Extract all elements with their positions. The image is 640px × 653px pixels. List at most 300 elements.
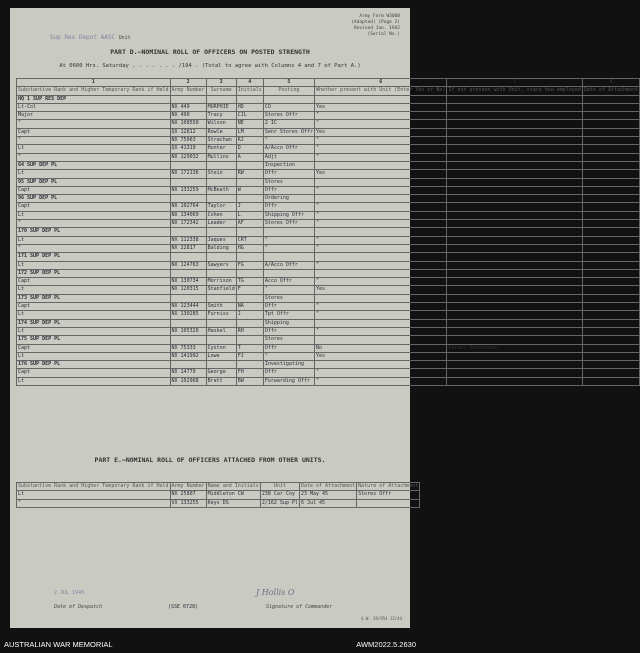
table-cell	[447, 278, 582, 286]
table-cell: Lt-Col	[17, 103, 171, 111]
caption-bar	[0, 638, 420, 653]
table-row	[17, 352, 640, 360]
table-cell: Stores Offr	[263, 220, 314, 228]
table-cell: NX 112338	[170, 236, 206, 244]
caption-accession-number: AWM2022.5.2630	[356, 640, 416, 649]
table-cell	[582, 161, 639, 169]
table-cell: Stores	[263, 178, 314, 186]
table-cell	[447, 128, 582, 136]
table-cell: "	[263, 352, 314, 360]
table-cell: NX 172342	[170, 220, 206, 228]
table-cell: NX 108550	[170, 120, 206, 128]
table-cell	[263, 269, 314, 277]
date-stamp: 2 JUL 1945	[54, 590, 85, 596]
table-cell: Capt	[17, 303, 171, 311]
caption-institution: AUSTRALIAN WAR MEMORIAL	[4, 640, 113, 649]
table-cell: NX 25807	[170, 491, 206, 499]
table-cell: "	[315, 186, 447, 194]
table-cell: RJ	[236, 137, 263, 145]
table-cell: Offr	[263, 344, 314, 352]
table-cell	[236, 269, 263, 277]
section-row	[17, 294, 640, 302]
column-number: 2	[170, 79, 206, 87]
table-cell: "	[315, 236, 447, 244]
table-cell	[357, 499, 420, 507]
part-e-title: PART E.—NOMINAL ROLL OF OFFICERS ATTACHED FROM OTHER UNITS.	[94, 456, 326, 464]
table-cell	[315, 95, 447, 103]
table-cell: "	[315, 261, 447, 269]
table-row	[17, 220, 640, 228]
table-cell	[582, 103, 639, 111]
table-cell	[447, 294, 582, 302]
table-cell: "	[315, 137, 447, 145]
form-line: Army Form W3008	[359, 14, 400, 19]
table-cell	[447, 327, 582, 335]
table-cell: FH	[236, 369, 263, 377]
table-cell	[582, 244, 639, 252]
part-d-table	[16, 78, 640, 386]
table-cell	[315, 269, 447, 277]
table-cell: Lt	[17, 327, 171, 335]
column-header: Whether present with Unit (Enter Yes or No)	[316, 87, 446, 94]
unit-stamp	[50, 34, 131, 41]
table-row	[17, 153, 640, 161]
table-cell: Offr	[263, 369, 314, 377]
table-cell	[236, 178, 263, 186]
table-cell	[206, 294, 236, 302]
table-cell: CO	[263, 103, 314, 111]
table-cell: NX 105320	[170, 327, 206, 335]
table-cell	[447, 103, 582, 111]
table-row	[17, 369, 640, 377]
table-cell: "	[263, 137, 314, 145]
table-cell	[582, 327, 639, 335]
table-cell: Capt	[17, 186, 171, 194]
table-cell: Offr	[263, 303, 314, 311]
table-cell	[236, 361, 263, 369]
table-cell: "	[315, 220, 447, 228]
table-cell	[582, 145, 639, 153]
table-cell	[447, 253, 582, 261]
table-cell: RW	[236, 170, 263, 178]
section-row	[17, 336, 640, 344]
table-cell	[447, 211, 582, 219]
table-cell: Lt	[17, 236, 171, 244]
section-row	[17, 195, 640, 203]
table-cell: Stein	[206, 170, 236, 178]
table-cell: 95 SUP DEP PL	[17, 178, 171, 186]
table-cell: Tpt Offr	[263, 311, 314, 319]
table-cell	[206, 253, 236, 261]
table-cell: NX 449	[170, 103, 206, 111]
table-cell	[206, 228, 236, 236]
table-cell	[582, 377, 639, 385]
column-header: Substantive Rank and Higher Temporary Rank if Held	[18, 87, 169, 94]
table-row	[17, 499, 420, 507]
table-cell: CJL	[236, 112, 263, 120]
table-cell	[206, 319, 236, 327]
table-cell	[170, 178, 206, 186]
column-header: Name and Initials	[207, 483, 259, 489]
table-cell: Cyston	[206, 344, 236, 352]
table-cell	[582, 336, 639, 344]
table-row	[17, 311, 640, 319]
table-row	[17, 344, 640, 352]
table-row	[17, 137, 640, 145]
table-cell	[582, 269, 639, 277]
form-reference	[351, 14, 400, 38]
table-cell: Lt	[17, 286, 171, 294]
table-cell: Lt	[17, 377, 171, 385]
table-cell: "	[315, 112, 447, 120]
table-cell	[315, 253, 447, 261]
table-cell: Stores Offr	[357, 491, 420, 499]
table-cell	[582, 153, 639, 161]
table-cell	[236, 228, 263, 236]
table-cell: Yes	[315, 286, 447, 294]
table-cell: Lt	[17, 491, 171, 499]
table-cell: NX 102968	[170, 377, 206, 385]
table-cell: "	[17, 244, 171, 252]
table-row	[17, 278, 640, 286]
table-cell: Stores	[263, 294, 314, 302]
table-cell: Lowe	[206, 352, 236, 360]
table-row	[17, 128, 640, 136]
table-cell: Bratt	[206, 377, 236, 385]
column-header: Date of Attachment	[583, 87, 639, 94]
table-cell: Smith	[206, 303, 236, 311]
column-header: Posting	[263, 87, 314, 95]
table-cell	[206, 195, 236, 203]
table-cell	[170, 228, 206, 236]
table-cell: Adjt	[263, 153, 314, 161]
table-cell: "	[315, 327, 447, 335]
table-cell: A	[236, 153, 263, 161]
table-cell: FG	[236, 261, 263, 269]
table-cell	[582, 220, 639, 228]
table-cell	[582, 195, 639, 203]
column-header: Army Number	[171, 483, 205, 489]
table-cell: 173 SUP DEP PL	[17, 294, 171, 302]
part-d-title: PART D.—NOMINAL ROLL OF OFFICERS ON POSTED STRENGTH	[110, 48, 310, 56]
table-cell: NX 133259	[170, 186, 206, 194]
table-cell: "	[315, 244, 447, 252]
table-cell: Haskel	[206, 327, 236, 335]
table-row	[17, 170, 640, 178]
table-cell	[447, 361, 582, 369]
table-cell: Lt	[17, 170, 171, 178]
table-row	[17, 203, 640, 211]
table-cell: Strachan	[206, 137, 236, 145]
table-cell: NX 129032	[170, 153, 206, 161]
table-cell	[582, 294, 639, 302]
table-cell	[582, 319, 639, 327]
table-cell	[170, 269, 206, 277]
table-cell: NX 123444	[170, 303, 206, 311]
table-cell: "	[315, 145, 447, 153]
section-row	[17, 253, 640, 261]
table-cell	[582, 361, 639, 369]
table-cell: Yes	[315, 170, 447, 178]
table-cell	[582, 120, 639, 128]
column-number: 6	[315, 79, 447, 87]
table-cell: 174 SUP DEP PL	[17, 319, 171, 327]
table-cell: Jaques	[206, 236, 236, 244]
table-cell: Furniss	[206, 311, 236, 319]
table-row	[17, 303, 640, 311]
table-cell: 2/162 Sup Pl	[261, 499, 298, 506]
table-cell: MURPHIE	[206, 103, 236, 111]
table-cell: Lt	[17, 211, 171, 219]
table-cell: NA	[236, 303, 263, 311]
table-cell: "	[315, 203, 447, 211]
table-cell: Inspection	[263, 161, 314, 169]
table-cell	[447, 186, 582, 194]
table-cell: "	[17, 499, 171, 507]
table-cell: NX 172136	[170, 170, 206, 178]
column-number: 8	[582, 79, 639, 87]
table-cell: Stores	[263, 336, 314, 344]
table-cell: NX 141992	[170, 352, 206, 360]
table-cell	[236, 95, 263, 103]
table-row	[17, 491, 420, 499]
table-cell	[170, 161, 206, 169]
table-cell	[170, 195, 206, 203]
table-cell: No	[315, 344, 447, 352]
table-row	[17, 236, 640, 244]
table-cell: "	[315, 377, 447, 385]
document-sheet	[10, 8, 639, 628]
table-cell	[315, 228, 447, 236]
table-cell	[447, 203, 582, 211]
table-cell: "	[263, 286, 314, 294]
table-cell: NX 14779	[170, 369, 206, 377]
table-cell: Acco Offr	[263, 278, 314, 286]
table-cell	[447, 195, 582, 203]
column-header: If not present with Unit, state how employed	[448, 87, 581, 94]
table-cell	[206, 178, 236, 186]
table-cell	[206, 95, 236, 103]
table-cell: NX 130734	[170, 278, 206, 286]
section-row	[17, 361, 640, 369]
table-cell	[447, 261, 582, 269]
table-cell: D	[236, 145, 263, 153]
form-code: (SSE 0728)	[168, 604, 199, 610]
table-cell: AF	[236, 220, 263, 228]
table-cell	[447, 377, 582, 385]
column-header: Surname	[206, 87, 236, 95]
commander-signature: J Hollis O	[256, 588, 295, 597]
table-row	[17, 112, 640, 120]
table-cell	[236, 195, 263, 203]
table-cell: Parkes Detachment	[447, 344, 582, 352]
table-cell: Middleton CW	[206, 491, 260, 499]
column-number: 4	[236, 79, 263, 87]
table-cell: TG	[236, 278, 263, 286]
table-cell	[315, 294, 447, 302]
table-cell: Yes	[315, 103, 447, 111]
table-cell: "	[17, 153, 171, 161]
table-cell	[170, 294, 206, 302]
table-cell: George	[206, 369, 236, 377]
table-cell: Tracy	[206, 112, 236, 120]
table-cell: "	[263, 236, 314, 244]
table-row	[17, 286, 640, 294]
table-cell: Cohen	[206, 211, 236, 219]
table-cell	[447, 336, 582, 344]
table-cell: Sawyers	[206, 261, 236, 269]
table-cell	[315, 319, 447, 327]
table-cell	[582, 170, 639, 178]
table-cell: "	[315, 153, 447, 161]
table-cell: "	[315, 303, 447, 311]
table-cell	[582, 253, 639, 261]
table-cell: "	[17, 137, 171, 145]
table-cell: Lt	[17, 145, 171, 153]
table-cell: NX 75333	[170, 344, 206, 352]
table-cell	[582, 112, 639, 120]
table-cell: Lt	[17, 261, 171, 269]
table-cell	[447, 120, 582, 128]
table-cell	[582, 344, 639, 352]
table-cell	[315, 361, 447, 369]
table-cell	[582, 228, 639, 236]
unit-stamp-text: Sup Res Depot AASC	[50, 34, 116, 41]
table-cell	[170, 336, 206, 344]
table-cell	[582, 261, 639, 269]
table-cell	[447, 112, 582, 120]
table-cell: HG	[236, 244, 263, 252]
table-cell: 171 SUP DEP PL	[17, 253, 171, 261]
table-cell: Capt	[17, 369, 171, 377]
table-cell	[447, 161, 582, 169]
table-row	[17, 244, 640, 252]
table-cell	[447, 352, 582, 360]
table-cell: Mullins	[206, 153, 236, 161]
table-cell: W	[236, 186, 263, 194]
column-header: Substantive Rank and Higher Temporary Rank if Held	[18, 483, 169, 489]
section-row	[17, 228, 640, 236]
table-row	[17, 261, 640, 269]
table-cell: Keys DS	[206, 499, 260, 507]
table-cell	[447, 95, 582, 103]
table-cell: "	[263, 244, 314, 252]
column-number: 1	[17, 79, 171, 87]
table-cell: VX 133255	[170, 499, 206, 507]
column-number: 5	[263, 79, 314, 87]
table-cell	[236, 253, 263, 261]
table-cell	[206, 361, 236, 369]
table-cell: NX 75063	[170, 137, 206, 145]
table-cell: 23 May 45	[299, 491, 356, 499]
signature-label: Signature of Commander	[266, 604, 333, 610]
table-cell: Yes	[315, 128, 447, 136]
table-cell: "	[315, 369, 447, 377]
table-cell: Major	[17, 112, 171, 120]
table-cell: RH	[236, 327, 263, 335]
table-cell: Offr	[263, 186, 314, 194]
column-header: Initials	[237, 87, 262, 94]
table-cell	[206, 161, 236, 169]
table-cell	[582, 95, 639, 103]
table-cell: LM	[236, 128, 263, 136]
table-cell: A/Acco Offr	[263, 145, 314, 153]
table-cell	[447, 369, 582, 377]
table-cell	[447, 319, 582, 327]
column-header: Unit	[260, 483, 299, 491]
table-cell: Ordering	[263, 195, 314, 203]
table-cell	[236, 336, 263, 344]
unit-label: Unit	[118, 35, 131, 41]
table-cell	[263, 95, 314, 103]
table-cell	[447, 244, 582, 252]
form-line: (Adapted) (Page 2)	[351, 20, 400, 25]
table-cell	[236, 161, 263, 169]
table-cell	[447, 178, 582, 186]
table-cell	[170, 361, 206, 369]
table-cell: BW	[236, 377, 263, 385]
table-cell	[582, 311, 639, 319]
table-cell: NX 124763	[170, 261, 206, 269]
table-cell	[447, 269, 582, 277]
table-cell	[447, 286, 582, 294]
table-cell: 238 Car Coy	[260, 491, 299, 499]
table-cell: Hunter	[206, 145, 236, 153]
table-cell	[447, 228, 582, 236]
table-cell: T	[236, 344, 263, 352]
table-cell	[582, 278, 639, 286]
table-cell	[447, 137, 582, 145]
table-cell	[582, 236, 639, 244]
table-cell: McBeath	[206, 186, 236, 194]
table-cell	[236, 319, 263, 327]
table-cell	[582, 128, 639, 136]
table-cell: NX 102764	[170, 203, 206, 211]
table-cell: Stores Offr	[263, 112, 314, 120]
table-cell	[582, 211, 639, 219]
table-cell: NX 130285	[170, 311, 206, 319]
table-cell	[447, 236, 582, 244]
column-header: Date of Attachment	[300, 483, 356, 489]
table-cell: "	[315, 211, 447, 219]
date-of-despatch-label: Date of Despatch	[54, 604, 103, 610]
form-line: Revised Jan. 1942	[353, 26, 400, 31]
table-cell: Leader	[206, 220, 236, 228]
table-cell: F	[236, 286, 263, 294]
table-cell: 6 Jul 45	[299, 499, 356, 507]
table-cell	[263, 228, 314, 236]
form-line: (Serial No.)	[367, 32, 400, 37]
table-cell: QX 12812	[170, 128, 206, 136]
table-cell	[447, 145, 582, 153]
part-e-table	[16, 482, 420, 508]
table-cell: A/Acco Offr	[263, 261, 314, 269]
table-cell	[447, 303, 582, 311]
table-cell	[315, 336, 447, 344]
table-cell	[582, 186, 639, 194]
table-cell: Senr Stores Offr	[264, 128, 313, 135]
table-cell: Lt	[17, 311, 171, 319]
table-row	[17, 211, 640, 219]
table-cell: NX 22817	[170, 244, 206, 252]
table-cell: 64 SUP DEP PL	[17, 161, 171, 169]
table-row	[17, 103, 640, 111]
table-cell: FJ	[236, 352, 263, 360]
column-header-row	[17, 87, 640, 95]
table-cell	[582, 352, 639, 360]
column-number: 7	[447, 79, 582, 87]
table-cell: 2 IC	[263, 120, 314, 128]
